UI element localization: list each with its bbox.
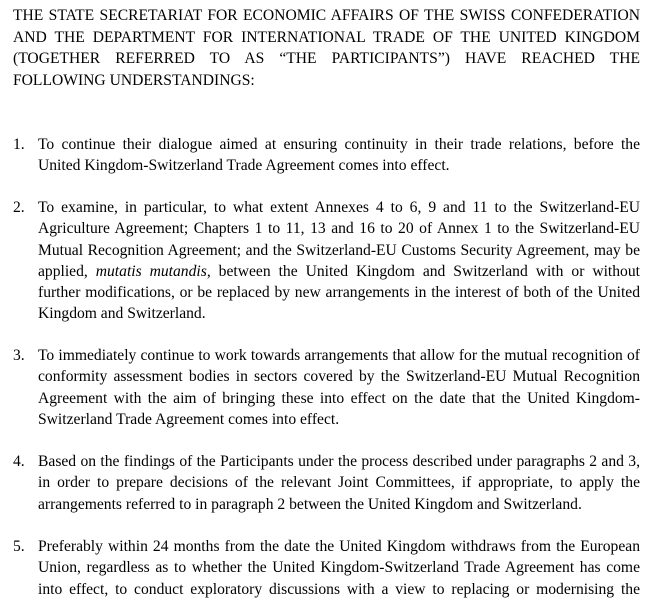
item-text: To immediately continue to work towards arrangements that allow for the mutual recognition of conformity assessment bodies in sectors covered by the Switzerland-EU Mutual Recognition Agreement with the aim of bringing these into effect on the date that the United Kingdom-Switzerland Trade Agreement comes into effect.	[38, 347, 640, 428]
list-item	[13, 197, 640, 325]
item-number: 3.	[13, 347, 25, 364]
item-text-part: , between the United Kingdom and Switzerland with or without further modifications, or be replaced by new arrangements in the interest of both of the United Kingdom and Switzerland.	[38, 262, 640, 323]
item-number: 1.	[13, 136, 25, 153]
list-item	[13, 536, 640, 600]
item-text	[38, 197, 640, 325]
item-text-part: To examine, in particular, to what extent Annexes 4 to 6, 9 and 11 to the Switzerland-EU Agriculture Agreement; Chapters 1 to 11, 13 and 16 to 20 of Annex 1 to the Switzerland-EU Mutual Recognition Agreement; and the Switzerland-EU Customs Security Agreement, may be applied,	[38, 199, 640, 280]
item-text: Based on the findings of the Participants under the process described under paragraphs 2 and 3, in order to prepare decisions of the relevant Joint Committees, if appropriate, to apply the arrangements referred to in paragraph 2 between the United Kingdom and Switzerland.	[38, 453, 640, 513]
list-item	[13, 134, 640, 177]
list-item	[13, 345, 640, 430]
item-text-italic: mutatis mutandis	[95, 262, 207, 280]
item-text: To continue their dialogue aimed at ensuring continuity in their trade relations, before the United Kingdom-Switzerland Trade Agreement comes into effect.	[38, 136, 640, 175]
document-heading: THE STATE SECRETARIAT FOR ECONOMIC AFFAIRS OF THE SWISS CONFEDERATION AND THE DEPARTMENT FOR INTERNATIONAL TRADE OF THE UNITED KINGDOM (TOGETHER REFERRED TO AS “THE PARTICIPANTS”) HAVE REACHED THE FOLLOWING UNDERSTANDINGS:	[13, 7, 640, 89]
list-item	[13, 451, 640, 515]
item-number: 4.	[13, 453, 25, 470]
item-number: 5.	[13, 538, 25, 555]
item-number: 2.	[13, 199, 25, 216]
item-text: Preferably within 24 months from the date the United Kingdom withdraws from the European Union, regardless as to whether the United Kingdom-Switzerland Trade Agreement has come into effect, to conduct exploratory discussions with a view to replacing or modernising the	[38, 538, 640, 598]
